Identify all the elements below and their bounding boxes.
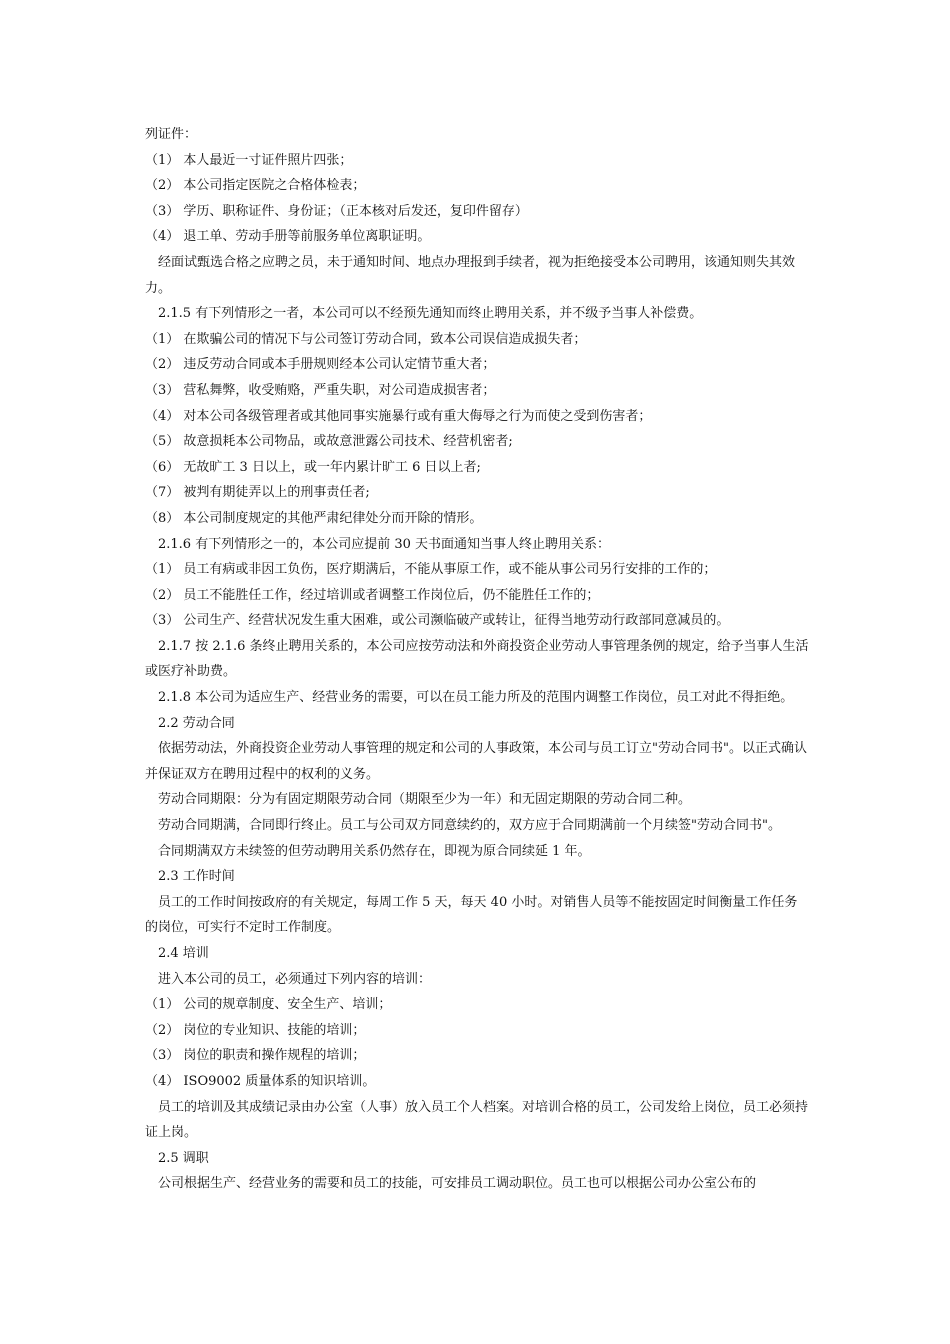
list-item-business-difficulty: （3） 公司生产、经营状况发生重大困难，或公司濒临破产或转让，征得当地劳动行政部同意减员的。	[145, 613, 730, 629]
section-heading-2-2: 2.2 劳动合同	[158, 715, 235, 731]
section-heading-2-1-6: 2.1.6 有下列情形之一的，本公司应提前 30 天书面通知当事人终止聘用关系：	[158, 536, 611, 552]
paragraph-contract-expiry: 劳动合同期满，合同即行终止。员工与公司双方同意续约的，双方应于合同期满前一个月续签"劳动合同书"。	[158, 818, 781, 834]
list-item-criminal: （7） 被判有期徒弄以上的刑事责任者;	[145, 485, 370, 501]
paragraph-2-1-8: 2.1.8 本公司为适应生产、经营业务的需要，可以在员工能力所及的范围内调整工作岗位，员工对此不得拒绝。	[158, 690, 794, 706]
list-item-skills-training: （2） 岗位的专业知识、技能的培训；	[145, 1022, 366, 1038]
list-item-rules-training: （1） 公司的规章制度、安全生产、培训；	[145, 997, 392, 1013]
paragraph-certificates-intro: 列证件：	[145, 127, 198, 142]
paragraph-contract-extension: 合同期满双方未续签的但劳动聘用关系仍然存在，即视为原合同续延 1 年。	[158, 843, 591, 859]
list-item-photos: （1） 本人最近一寸证件照片四张；	[145, 152, 353, 168]
paragraph-training-intro: 进入本公司的员工，必须通过下列内容的培训：	[158, 971, 432, 987]
section-heading-2-4: 2.4 培训	[158, 946, 209, 961]
list-item-health-check: （2） 本公司指定医院之合格体检表；	[145, 178, 366, 194]
list-item-violation: （2） 违反劳动合同或本手册规则经本公司认定情节重大者；	[145, 357, 496, 373]
list-item-iso-training: （4） ISO9002 质量体系的知识培训。	[145, 1073, 376, 1089]
paragraph-transfer: 公司根据生产、经营业务的需要和员工的技能，可安排员工调动职位。员工也可以根据公司办公室公布的	[158, 1176, 757, 1192]
paragraph-working-hours: 员工的工作时间按政府的有关规定，每周工作 5 天，每天 40 小时。对销售人员等不能按固定时间衡量工作任务的岗位，可实行不定时工作制度。	[145, 894, 798, 936]
list-item-violence: （4） 对本公司各级管理者或其他同事实施暴行或有重大侮辱之行为而使之受到伤害者；	[145, 408, 652, 424]
section-heading-2-5: 2.5 调职	[158, 1150, 209, 1166]
list-item-other-dismissal: （8） 本公司制度规定的其他严肃纪律处分而开除的情形。	[145, 510, 483, 526]
section-heading-2-1-5: 2.1.5 有下列情形之一者，本公司可以不经预先通知而终止聘用关系，并不级予当事人补偿费。	[158, 306, 703, 322]
paragraph-labor-contract-basis: 依据劳动法，外商投资企业劳动人事管理的规定和公司的人事政策，本公司与员工订立"劳动合同书"。以正式确认并保证双方在聘用过程中的权利的义务。	[145, 741, 807, 782]
list-item-duties-training: （3） 岗位的职责和操作规程的培训；	[145, 1048, 366, 1064]
paragraph-contract-term: 劳动合同期限：分为有固定期限劳动合同（期限至少为一年）和无固定期限的劳动合同二种。	[158, 792, 692, 808]
list-item-fraud: （1） 在欺骗公司的情况下与公司签订劳动合同，致本公司误信造成损失者；	[145, 331, 587, 347]
list-item-illness: （1） 员工有病或非因工负伤，医疗期满后，不能从事原工作，或不能从事公司另行安排的工作的；	[145, 562, 717, 578]
paragraph-report-deadline: 经面试甄选合格之应聘之员，未于通知时间、地点办理报到手续者，视为拒绝接受本公司聘用，该通知则失其效力。	[145, 254, 796, 296]
list-item-damage: （5） 故意损耗本公司物品，或故意泄露公司技术、经营机密者;	[145, 434, 513, 450]
paragraph-2-1-7: 2.1.7 按 2.1.6 条终止聘用关系的，本公司应按劳动法和外商投资企业劳动人事管理条例的规定，给予当事人生活或医疗补助费。	[145, 638, 809, 680]
section-heading-2-3: 2.3 工作时间	[158, 869, 235, 885]
list-item-incompetence: （2） 员工不能胜任工作，经过培训或者调整工作岗位后，仍不能胜任工作的；	[145, 587, 600, 603]
paragraph-training-records: 员工的培训及其成绩记录由办公室（人事）放入员工个人档案。对培训合格的员工，公司发给上岗位，员工必须持证上岗。	[145, 1099, 809, 1141]
list-item-bribery: （3） 营私舞弊，收受贿赂，严重失职，对公司造成损害者；	[145, 382, 496, 398]
list-item-absence: （6） 无故旷工 3 日以上，或一年内累计旷工 6 日以上者;	[145, 459, 481, 475]
list-item-diplomas: （3） 学历、职称证件、身份证；（正本核对后发还，复印件留存）	[145, 203, 528, 219]
document-body	[145, 122, 810, 1197]
list-item-resignation-proof: （4） 退工单、劳动手册等前服务单位离职证明。	[145, 229, 431, 245]
